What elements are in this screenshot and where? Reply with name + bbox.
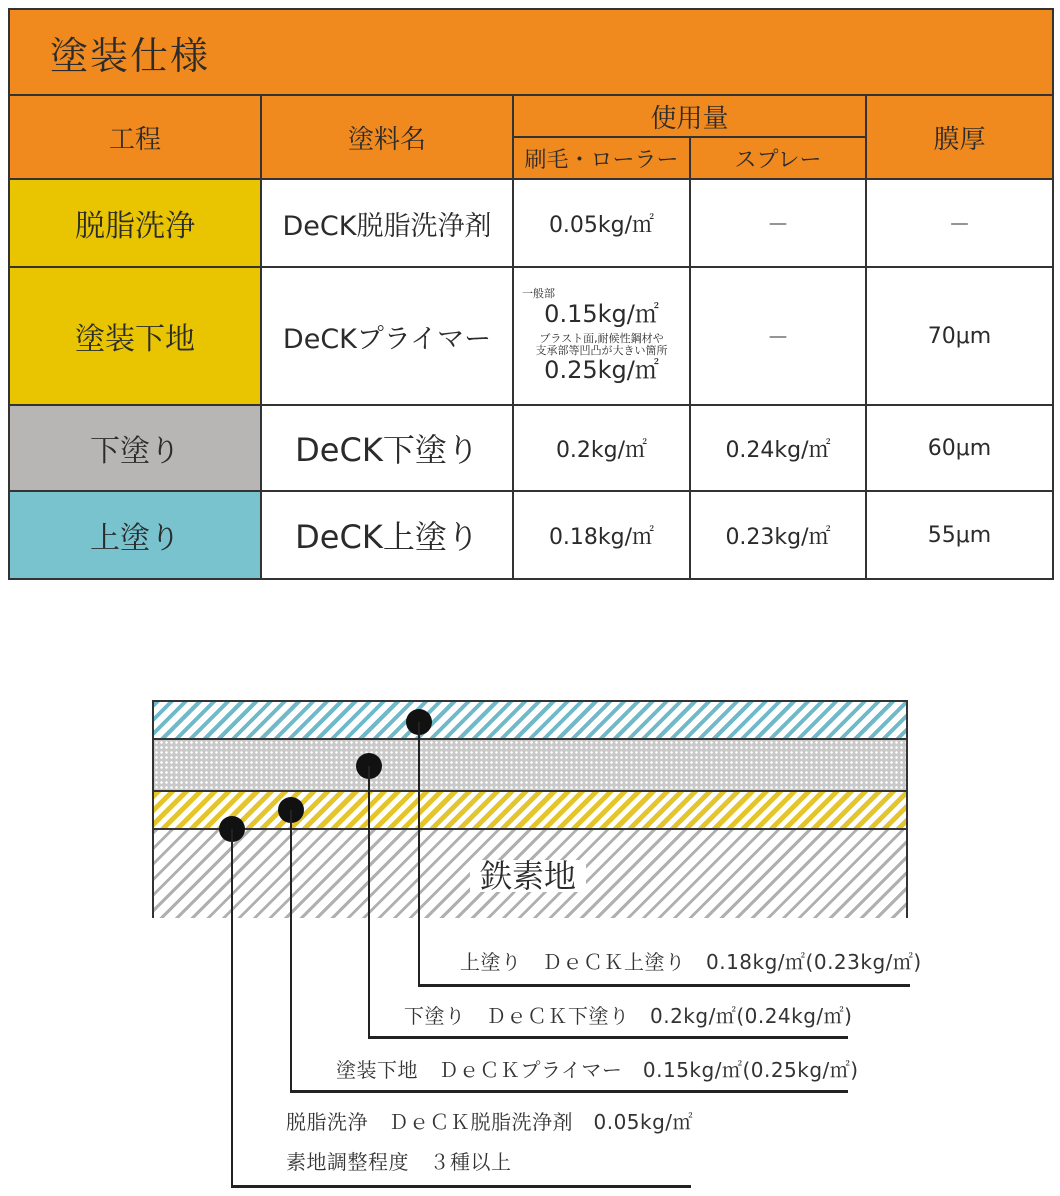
brush-degrease: 0.05kg/㎡: [514, 180, 691, 268]
paint-degrease: DeCK脱脂洗浄剤: [262, 180, 514, 268]
primer-note-general: 一般部: [522, 287, 555, 301]
primer-leader-base: [290, 1090, 848, 1093]
paint-topcoat: DeCK上塗り: [262, 492, 514, 578]
thickness-degrease: －: [867, 180, 1052, 268]
undercoat-leader-line: [368, 766, 370, 1038]
thickness-undercoat: 60μm: [867, 406, 1052, 492]
degrease-leader-line: [231, 829, 233, 1187]
spray-topcoat: 0.23kg/㎡: [691, 492, 867, 578]
paint-undercoat: DeCK下塗り: [262, 406, 514, 492]
header-thickness: 膜厚: [867, 96, 1052, 180]
spray-degrease: －: [691, 180, 867, 268]
topcoat-leader-text: 上塗り ＤｅＣＫ上塗り 0.18kg/㎡(0.23kg/㎡): [460, 950, 922, 974]
steel-base-label: 鉄素地: [470, 860, 586, 892]
primer-value-general: 0.15kg/㎡: [544, 299, 659, 328]
header-paint: 塗料名: [262, 96, 514, 180]
primer-leader-line: [290, 810, 292, 1092]
primer-leader-text: 塗装下地 ＤｅＣＫプライマー 0.15kg/㎡(0.25kg/㎡): [336, 1058, 859, 1082]
undercoat-leader-base: [368, 1036, 848, 1039]
degrease-leader-base: [231, 1185, 691, 1188]
degrease-leader-text: 脱脂洗浄 ＤｅＣＫ脱脂洗浄剤 0.05kg/㎡: [286, 1110, 694, 1134]
process-degrease: 脱脂洗浄: [10, 180, 262, 268]
brush-undercoat: 0.2kg/㎡: [514, 406, 691, 492]
undercoat-leader-text: 下塗り ＤｅＣＫ下塗り 0.2kg/㎡(0.24kg/㎡): [404, 1004, 853, 1028]
layer-topcoat: [152, 700, 908, 740]
primer-note-blast-a: ブラスト面,耐候性鋼材や: [539, 331, 664, 345]
spray-undercoat: 0.24kg/㎡: [691, 406, 867, 492]
process-undercoat: 下塗り: [10, 406, 262, 492]
spray-primer: －: [691, 268, 867, 406]
process-topcoat: 上塗り: [10, 492, 262, 578]
paint-primer: DeCKプライマー: [262, 268, 514, 406]
topcoat-leader-line: [418, 722, 420, 986]
page-title: 塗装仕様: [50, 33, 211, 78]
layer-primer: [152, 792, 908, 830]
thickness-topcoat: 55μm: [867, 492, 1052, 578]
header-spray: スプレー: [691, 138, 867, 180]
topcoat-leader-base: [418, 984, 910, 987]
thickness-primer: 70μm: [867, 268, 1052, 406]
brush-topcoat: 0.18kg/㎡: [514, 492, 691, 578]
header-usage: 使用量: [514, 96, 867, 138]
layer-undercoat: [152, 740, 908, 792]
header-process: 工程: [10, 96, 262, 180]
surface-prep-text: 素地調整程度 ３種以上: [286, 1150, 512, 1174]
header-brush: 刷毛・ローラー: [514, 138, 691, 180]
primer-note-blast-b: 支承部等凹凸が大きい箇所: [535, 344, 668, 358]
process-primer: 塗装下地: [10, 268, 262, 406]
primer-value-blast: 0.25kg/㎡: [544, 356, 659, 385]
